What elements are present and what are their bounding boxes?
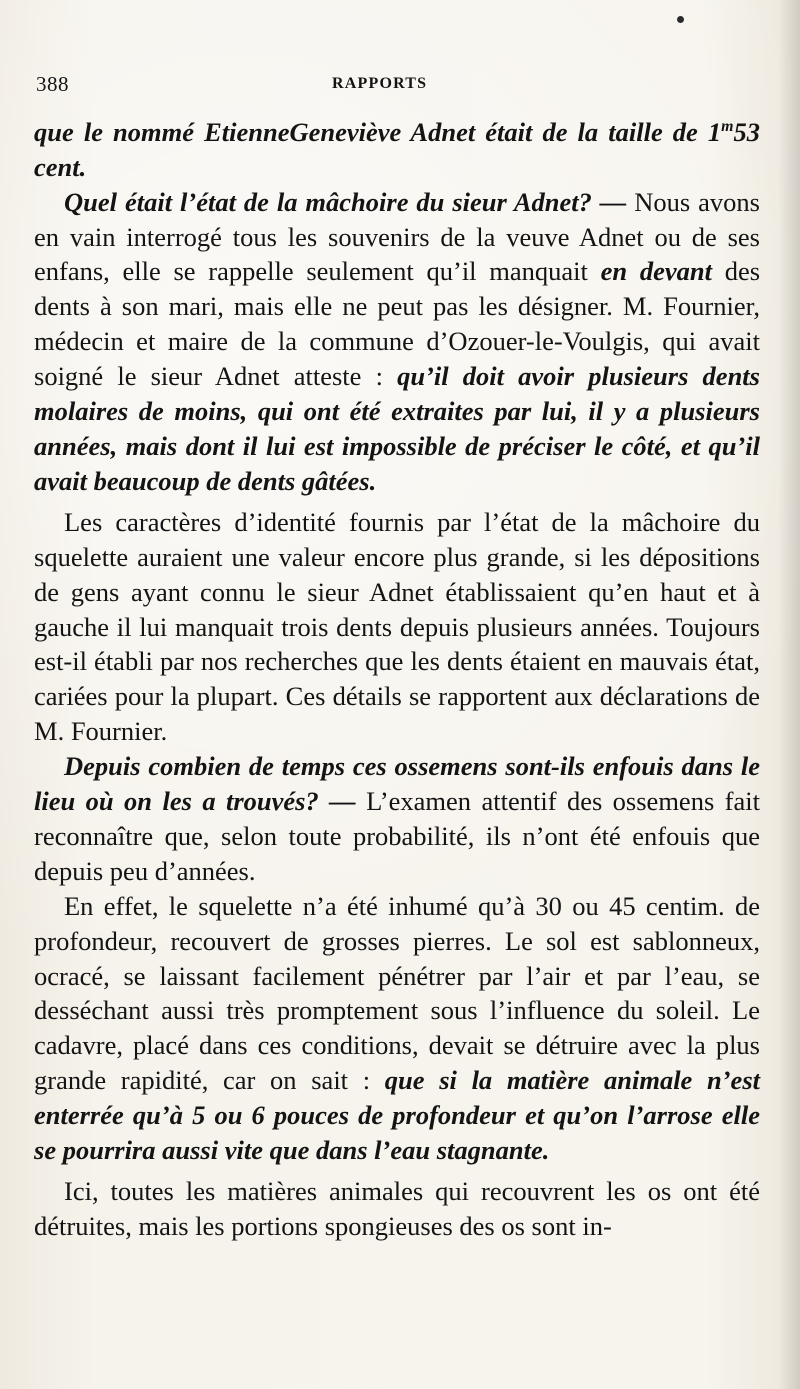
paragraph-1 xyxy=(34,110,760,185)
running-head: RAPPORTS xyxy=(332,75,428,92)
paragraph-2 xyxy=(34,185,760,499)
text-segment: Depuis combien de temps ces ossemens sont-ils enfouis dans le lieu où on les a trouvés? — xyxy=(34,751,760,817)
paragraph-3 xyxy=(34,505,760,749)
text-segment: 53 cent. xyxy=(34,116,760,182)
text-segment: qu’il doit avoir plusieurs dents molaires de moins, qui ont été extraites par lui, il y a plusieurs années, mais dont il lui est impossible de préciser le côté, et qu’il avait beaucoup de dents gâtées. xyxy=(34,361,760,496)
text-segment: En effet, le squelette n’a été inhumé qu’à 30 ou 45 centim. de profondeur, recouvert de grosses pierres. Le sol est sablonneux, ocracé, se laissant facilement pénétrer par l’air et par l’eau, se desséchant aussi très promptement sous l’influence du soleil. Le cadavre, placé dans ces conditions, devait se détruire avec la plus grande rapidité, car on sait : xyxy=(34,890,760,1096)
text-segment: en devant xyxy=(600,256,712,287)
text-segment: Ici, toutes les matières animales qui recouvrent les os ont été détruites, mais les portions spongieuses des os sont in- xyxy=(34,1176,760,1241)
text-segment: que si la matière animale n’est enterrée qu’à 5 ou 6 pouces de profondeur et qu’on l’arrose elle se pourrira aussi vite que dans l’eau stagnante. xyxy=(34,1065,760,1166)
spine-shadow xyxy=(778,0,800,1389)
text-segment: Les caractères d’identité fournis par l’état de la mâchoire du squelette auraient une valeur encore plus grande, si les dépositions de gens ayant connu le sieur Adnet établissaient qu’en haut et à gauche il lui manquait trois dents depuis plusieurs années. Toujours est-il établi par nos recherches que les dents étaient en mauvais état, cariées pour la plupart. Ces détails se rapportent aux déclarations de M. Fournier. xyxy=(34,506,760,747)
text-segment: des dents à son mari, mais elle ne peut pas les désigner. M. Fournier, médecin et maire de la commune d’Ozouer-le-Voulgis, qui avait soigné le sieur Adnet atteste : xyxy=(34,256,761,392)
text-segment: que le nommé EtienneGeneviève Adnet était de la taille de 1 xyxy=(34,116,722,147)
text-segment: Quel était l’état de la mâchoire du sieur Adnet? — xyxy=(64,186,627,217)
paragraph-6 xyxy=(34,1174,760,1244)
paragraph-4 xyxy=(34,749,760,889)
paragraph-5 xyxy=(34,889,760,1168)
text-segment: m xyxy=(721,118,734,135)
ink-dot xyxy=(677,16,684,23)
text-segment: Nous avons en vain interrogé tous les souvenirs de la veuve Adnet ou de ses enfans, elle se rappelle seulement qu’il manquait xyxy=(34,186,760,287)
page-number: 388 xyxy=(36,72,69,96)
body-text xyxy=(34,110,760,1244)
page-header xyxy=(36,72,760,106)
text-segment: L’examen attentif des ossemens fait reconnaître que, selon toute probabilité, ils n’ont été enfouis que depuis peu d’années. xyxy=(34,786,760,886)
